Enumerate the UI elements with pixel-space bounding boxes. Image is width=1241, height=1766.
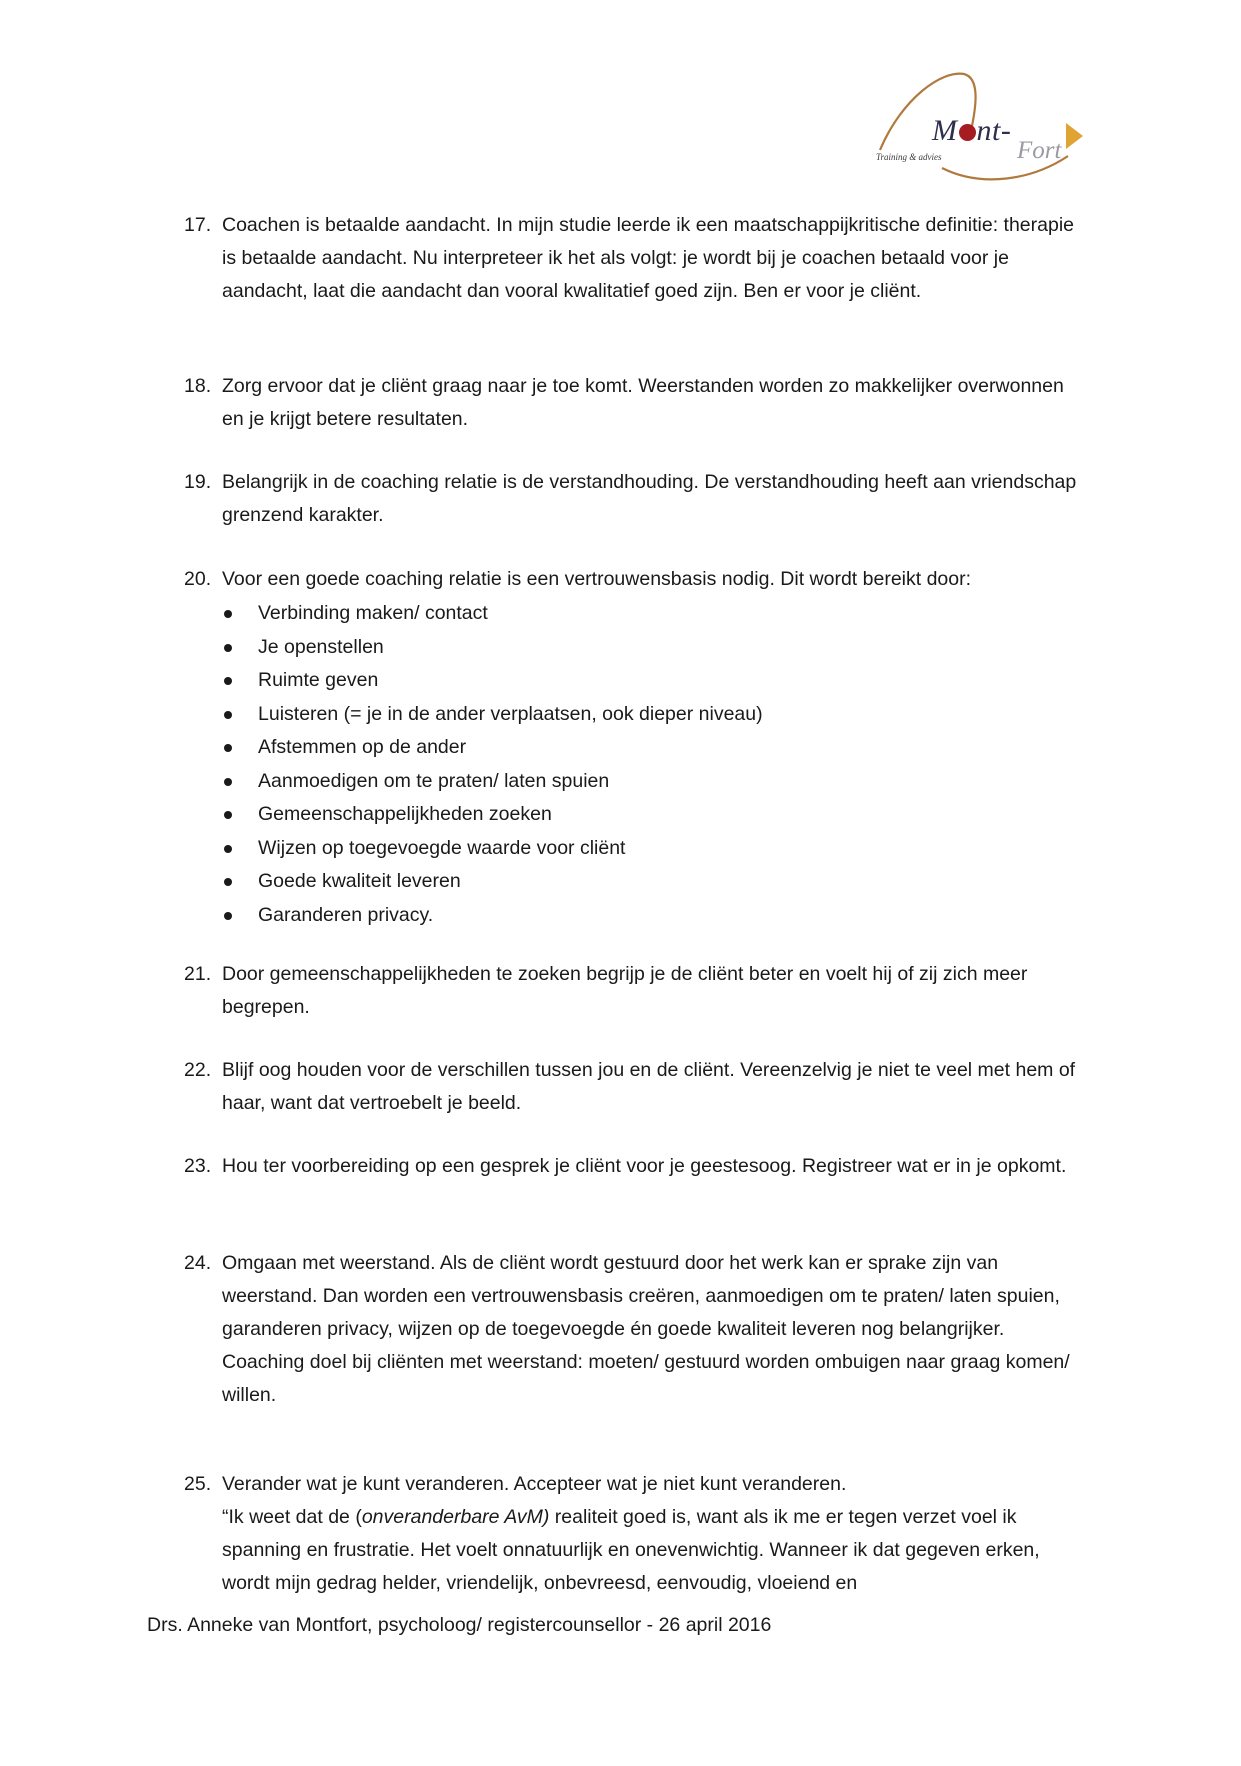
item-number: 19.: [184, 471, 212, 493]
logo-mont-text: M nt-: [932, 114, 1012, 147]
item-number: 24.: [184, 1252, 212, 1274]
list-item-18: [184, 370, 1084, 436]
quote-text: “Ik weet dat de (onveranderbare AvM) realiteit goed is, want als ik me er tegen verzet voel ik spanning en frustratie. Het voelt onnatuurlijk en onevenwichtig. Wanneer ik dat gegeven erken, wordt mijn gedrag helder, vriendelijk, onbevreesd, eenvoudig, vloeiend en: [222, 1506, 1040, 1594]
bullet-item: Garanderen privacy.: [224, 899, 1044, 933]
bullet-item: Luisteren (= je in de ander verplaatsen, ook dieper niveau): [224, 698, 1044, 732]
item-text: Hou ter voorbereiding op een gesprek je cliënt voor je geestesoog. Registreer wat er in je opkomt.: [222, 1155, 1067, 1177]
list-item-21: [184, 958, 1084, 1024]
list-item-19: [184, 466, 1084, 532]
bullet-item: Verbinding maken/ contact: [224, 597, 1044, 631]
item-number: 21.: [184, 963, 212, 985]
list-item-22: [184, 1054, 1084, 1120]
list-item-24: [184, 1247, 1084, 1412]
list-item-25: [184, 1468, 1084, 1600]
item-number: 22.: [184, 1059, 212, 1081]
item-text: Blijf oog houden voor de verschillen tussen jou en de cliënt. Vereenzelvig je niet te veel met hem of haar, want dat vertroebelt je beeld.: [222, 1059, 1076, 1114]
item-text: Belangrijk in de coaching relatie is de verstandhouding. De verstandhouding heeft aan vriendschap grenzend karakter.: [222, 471, 1077, 526]
arrow-icon: [1066, 123, 1083, 149]
item-number: 20.: [184, 568, 212, 590]
bullet-item: Afstemmen op de ander: [224, 731, 1044, 765]
bullet-icon: [224, 811, 232, 819]
logo-tagline: Training & advies: [876, 152, 942, 162]
bullet-icon: [224, 610, 232, 618]
bullet-icon: [224, 744, 232, 752]
bullet-icon: [224, 677, 232, 685]
item-number: 18.: [184, 375, 212, 397]
list-item-23: [184, 1150, 1084, 1183]
item-text: Coachen is betaalde aandacht. In mijn studie leerde ik een maatschappijkritische definitie: therapie is betaalde aandacht. Nu interpreteer ik het als volgt: je wordt bij je coachen betaald voor je aandacht, laat die aandacht dan vooral kwalitatief goed zijn. Ben er voor je cliënt.: [222, 214, 1075, 302]
bullet-item: Gemeenschappelijkheden zoeken: [224, 798, 1044, 832]
bullet-icon: [224, 644, 232, 652]
bullet-item: Goede kwaliteit leveren: [224, 865, 1044, 899]
bullet-icon: [224, 845, 232, 853]
item-text: Door gemeenschappelijkheden te zoeken begrijp je de cliënt beter en voelt hij of zij zich meer begrepen.: [222, 963, 1028, 1018]
item-text: Zorg ervoor dat je cliënt graag naar je toe komt. Weerstanden worden zo makkelijker overwonnen en je krijgt betere resultaten.: [222, 375, 1064, 430]
item-text: Voor een goede coaching relatie is een vertrouwensbasis nodig. Dit wordt bereikt door:: [222, 568, 972, 590]
bullet-list: [224, 597, 1044, 932]
bullet-item: Wijzen op toegevoegde waarde voor cliënt: [224, 832, 1044, 866]
bullet-item: Ruimte geven: [224, 664, 1044, 698]
list-item-20: [184, 563, 1084, 596]
item-text: Verander wat je kunt veranderen. Accepteer wat je niet kunt veranderen.: [222, 1473, 847, 1495]
bullet-item: Je openstellen: [224, 631, 1044, 665]
page-footer: Drs. Anneke van Montfort, psycholoog/ registercounsellor - 26 april 2016: [147, 1614, 772, 1636]
item-text: Omgaan met weerstand. Als de cliënt wordt gestuurd door het werk kan er sprake zijn van weerstand. Dan worden een vertrouwensbasis creëren, aanmoedigen om te praten/ laten spuien, garanderen privacy, wijzen op de toegevoegde én goede kwaliteit leveren nog belangrijker. Coaching doel bij cliënten met weerstand: moeten/ gestuurd worden ombuigen naar graag komen/ willen.: [222, 1252, 1070, 1406]
bullet-icon: [224, 912, 232, 920]
item-number: 25.: [184, 1473, 212, 1495]
item-number: 17.: [184, 214, 212, 236]
logo-fort-text: Fort: [1017, 137, 1062, 164]
montfort-logo: [872, 68, 1102, 188]
list-item-17: [184, 209, 1084, 308]
bullet-icon: [224, 878, 232, 886]
bullet-item: Aanmoedigen om te praten/ laten spuien: [224, 765, 1044, 799]
item-number: 23.: [184, 1155, 212, 1177]
bullet-icon: [224, 778, 232, 786]
logo-dot-icon: [959, 124, 976, 141]
bullet-icon: [224, 711, 232, 719]
